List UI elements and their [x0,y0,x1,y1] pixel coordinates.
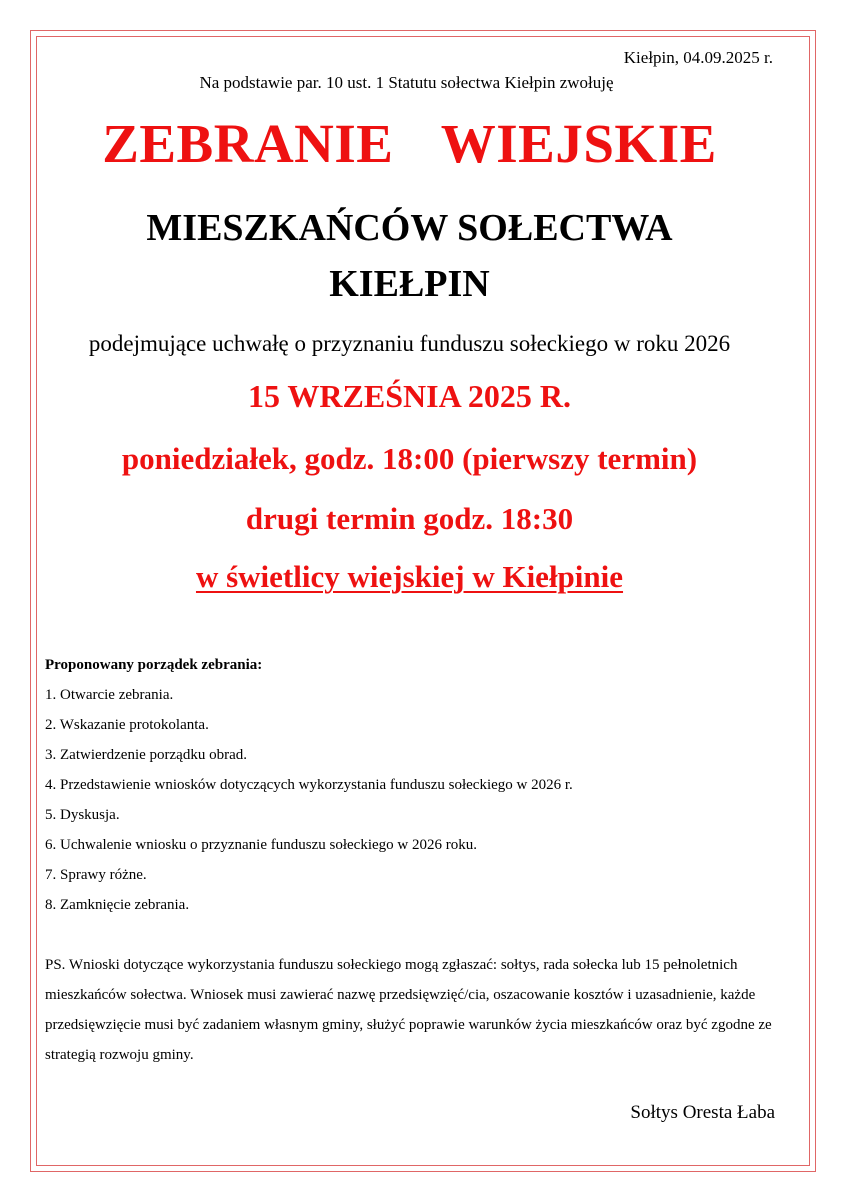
agenda-item: 1. Otwarcie zebrania. [45,687,174,703]
agenda-item: 2. Wskazanie protokolanta. [45,717,209,733]
intro-text: Na podstawie par. 10 ust. 1 Statutu sołectwa Kiełpin zwołuję [199,73,614,92]
agenda-item: 8. Zamknięcie zebrania. [45,897,190,913]
agenda-item: 6. Uchwalenie wniosku o przyznanie funduszu sołeckiego w 2026 roku. [45,837,477,853]
subtitle-line-1: MIESZKAŃCÓW SOŁECTWA [146,207,673,249]
agenda [45,655,573,925]
meeting-purpose: podejmujące uchwałę o przyznaniu funduszu sołeckiego w roku 2026 [88,331,731,356]
agenda-item: 7. Sprawy różne. [45,867,147,883]
agenda-heading: Proponowany porządek zebrania: [45,657,263,673]
place-date: Kiełpin, 04.09.2025 r. [623,48,773,67]
agenda-item: 3. Zatwierdzenie porządku obrad. [45,747,247,763]
signature: Sołtys Oresta Łaba [630,1102,775,1123]
agenda-item: 5. Dyskusja. [45,807,120,823]
agenda-list [45,685,573,925]
subtitle-line-2: KIEŁPIN [329,263,490,305]
meeting-venue: w świetlicy wiejskiej w Kiełpinie [195,559,624,594]
meeting-date: 15 WRZEŚNIA 2025 R. [247,378,572,414]
agenda-item: 4. Przedstawienie wniosków dotyczących wykorzystania funduszu sołeckiego w 2026 r. [45,777,573,793]
postscript: PS. Wnioski dotyczące wykorzystania funduszu sołeckiego mogą zgłaszać: sołtys, rada sołecka lub 15 pełnoletnich mieszkańców sołectwa. Wniosek musi zawierać nazwę przedsięwzięć/cia, oszacowanie kosztów i uzasadnienie, każde przedsięwzięcie musi być zadaniem własnym gminy, służyć poprawie warunków życia mieszkańców oraz być zgodne ze strategią rozwoju gminy. [45,957,772,1063]
page-title: ZEBRANIE WIEJSKIE [102,113,717,174]
meeting-second-term: drugi termin godz. 18:30 [245,501,574,536]
meeting-first-term: poniedziałek, godz. 18:00 (pierwszy termin) [121,441,698,476]
